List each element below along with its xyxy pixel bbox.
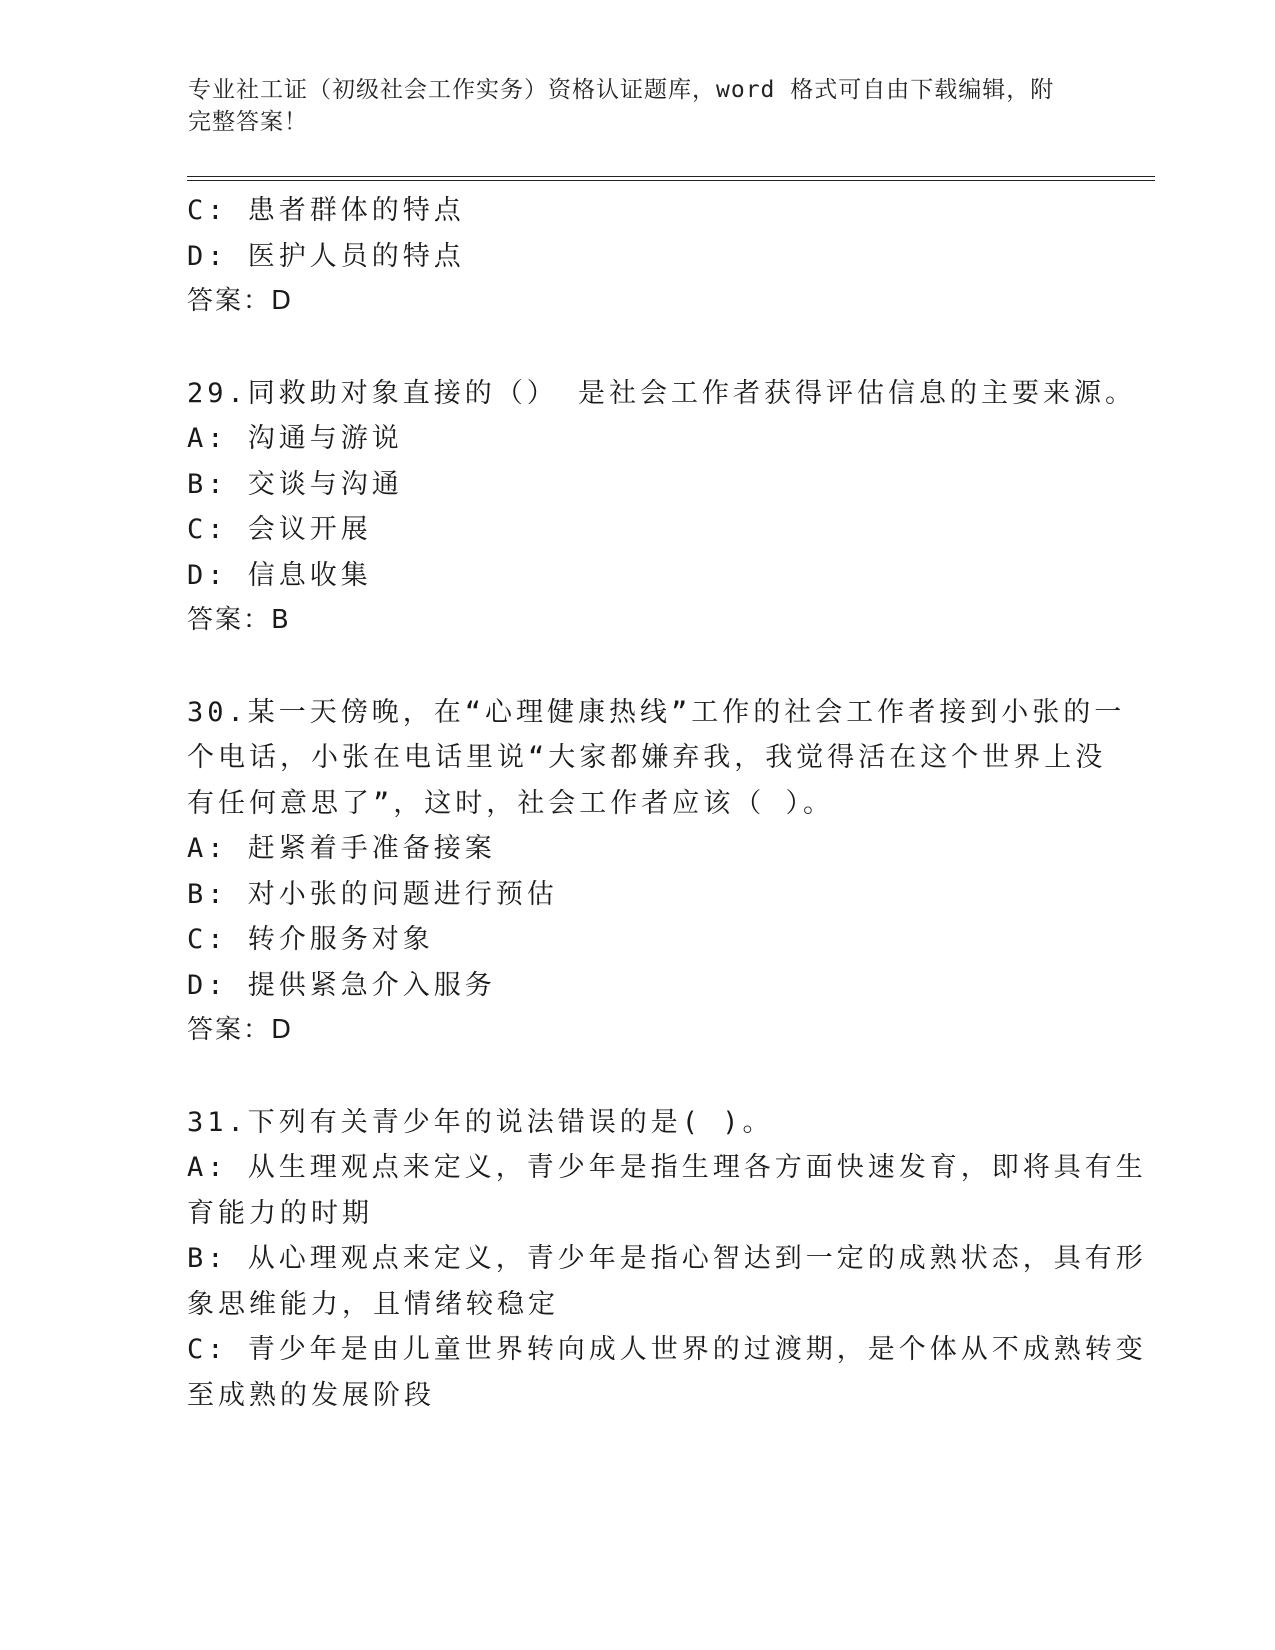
- question-stem-line-3: 有任何意思了”，这时，社会工作者应该（ ）。: [187, 787, 835, 819]
- spacer: [187, 325, 1087, 371]
- previous-question-tail: [187, 188, 1087, 325]
- question-stem-line-1: 30.某一天傍晚，在“心理健康热线”工作的社会工作者接到小张的一: [187, 696, 1126, 728]
- option-c: C: 会议开展: [187, 514, 372, 545]
- header-rule-bottom: [187, 180, 1155, 181]
- option-a: A: 赶紧着手准备接案: [187, 833, 496, 864]
- header-line-2: 完整答案！: [188, 109, 308, 135]
- question-stem-line-2: 个电话，小张在电话里说“大家都嫌弃我，我觉得活在这个世界上没: [187, 742, 1107, 773]
- question-31: [187, 1100, 1147, 1419]
- option-a: A: 沟通与游说: [187, 423, 403, 454]
- answer-line: 答案：B: [187, 605, 291, 635]
- option-c: C: 转介服务对象: [187, 924, 434, 955]
- question-stem: 31.下列有关青少年的说法错误的是( )。: [187, 1106, 774, 1138]
- option-b: B: 交谈与沟通: [187, 468, 403, 500]
- option-b-line-2: 象思维能力，且情绪较稳定: [187, 1288, 559, 1320]
- option-d: D: 医护人员的特点: [187, 240, 465, 272]
- answer-line: 答案：D: [187, 286, 294, 316]
- spacer: [187, 1054, 1087, 1100]
- question-content: [187, 188, 1147, 1418]
- answer-line: 答案：D: [187, 1015, 294, 1045]
- header-line-1: 专业社工证（初级社会工作实务）资格认证题库，word 格式可自由下载编辑，附: [188, 77, 1055, 103]
- option-c-line-2: 至成熟的发展阶段: [187, 1379, 435, 1411]
- option-a-line-1: A: 从生理观点来定义，青少年是指生理各方面快速发育，即将具有生: [187, 1152, 1147, 1183]
- option-d: D: 提供紧急介入服务: [187, 969, 496, 1001]
- spacer: [187, 644, 1087, 690]
- header-rule-top: [187, 176, 1155, 177]
- question-stem: 29.同救助对象直接的（） 是社会工作者获得评估信息的主要来源。: [187, 377, 1137, 409]
- option-d: D: 信息收集: [187, 559, 372, 591]
- document-header: [188, 74, 1068, 138]
- option-a-line-2: 育能力的时期: [187, 1197, 373, 1229]
- option-b-line-1: B: 从心理观点来定义，青少年是指心智达到一定的成熟状态，具有形: [187, 1243, 1147, 1274]
- question-30: [187, 690, 1126, 1054]
- option-b: B: 对小张的问题进行预估: [187, 878, 558, 910]
- option-c: C: 患者群体的特点: [187, 195, 465, 226]
- question-29: [187, 371, 1137, 644]
- option-c-line-1: C: 青少年是由儿童世界转向成人世界的过渡期，是个体从不成熟转变: [187, 1334, 1147, 1365]
